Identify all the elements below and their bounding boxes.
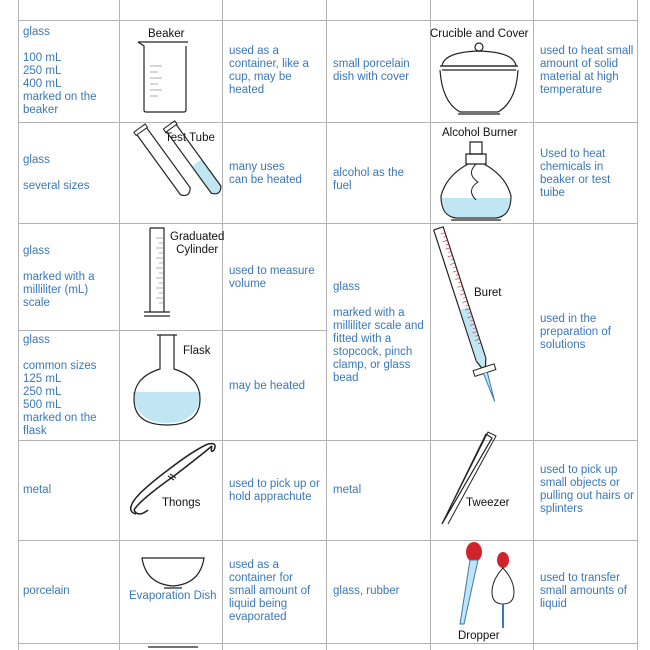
material-name: porcelain [23, 585, 70, 597]
equipment-label: Test Tube [165, 132, 215, 144]
material-cell [23, 154, 115, 193]
use-cell: may be heated [229, 380, 306, 392]
material-name: glass [23, 334, 50, 346]
grid-line [18, 440, 638, 441]
evaporation-dish-icon [140, 556, 206, 590]
partial-dish-icon [148, 645, 198, 650]
material-cell [23, 585, 115, 598]
material-cell [23, 334, 115, 438]
use-cell: many uses can be heated [229, 161, 302, 186]
grid-line [18, 643, 638, 644]
tweezer-icon [440, 430, 500, 526]
use2-cell: used in the preparation of solutions [540, 313, 611, 351]
material-detail: common sizes 125 mL 250 mL 500 mL marked on the flask [23, 360, 97, 437]
material-detail: marked with a milliliter scale and fitted with a stopcock, pinch clamp, or glass bead [333, 307, 424, 384]
use-cell: used as a container, like a cup, may be heated [229, 45, 309, 96]
grid-line [18, 0, 19, 650]
use2-cell: Used to heat chemicals in beaker or test tuibe [540, 148, 611, 199]
material2-cell: metal [333, 484, 362, 496]
graduated-cylinder-icon [140, 226, 176, 324]
material-cell [23, 245, 115, 310]
use-cell: used as a container for small amount of liquid being evaporated [229, 559, 311, 623]
use2-cell: used to pick up small objects or pulling out hairs or splinters [540, 464, 634, 515]
material-name: glass [333, 281, 360, 293]
grid-line [18, 223, 638, 224]
material-name: glass [23, 245, 50, 257]
equipment-label: Beaker [148, 28, 185, 40]
grid-line [533, 0, 534, 650]
buret-icon [430, 226, 510, 418]
material-detail: several sizes [23, 180, 90, 192]
grid-line [637, 0, 638, 650]
use-cell: used to pick up or hold apprachute [229, 478, 320, 503]
grid-line [119, 0, 120, 650]
dropper-icon [448, 540, 528, 632]
alcohol-burner-icon [436, 140, 516, 222]
material-name: glass [23, 26, 50, 38]
equipment-label: Flask [183, 345, 211, 357]
test-tube-icon [125, 124, 225, 224]
equipment-label: Crucible and Cover [430, 28, 529, 40]
material2-cell: alcohol as the fuel [333, 167, 404, 192]
equipment-label: Dropper [458, 630, 500, 642]
material-cell [23, 26, 115, 117]
equipment-label: Tweezer [466, 497, 510, 509]
beaker-icon [130, 40, 200, 115]
equipment-label: Buret [474, 287, 502, 299]
equipment-label: Graduated Cylinder [170, 231, 225, 256]
material-detail: marked with a milliliter (mL) scale [23, 271, 95, 309]
use-cell: used to measure volume [229, 265, 315, 290]
material2-cell: glass, rubber [333, 585, 400, 597]
material-name: glass [23, 154, 50, 166]
equipment-label: Thongs [162, 497, 201, 509]
material2-cell [333, 281, 425, 385]
use2-cell: used to heat small amount of solid material at high temperature [540, 45, 634, 96]
use2-cell: used to transfer small amounts of liquid [540, 572, 627, 610]
grid-line [222, 0, 223, 650]
grid-line [18, 20, 638, 21]
equipment-label: Alcohol Burner [442, 127, 518, 139]
material2-cell: small porcelain dish with cover [333, 58, 410, 83]
material-cell [23, 484, 115, 497]
flask-icon [132, 333, 202, 433]
grid-line [18, 122, 638, 123]
grid-line [18, 540, 638, 541]
grid-line [326, 0, 327, 650]
equipment-label: Evaporation Dish [129, 590, 217, 602]
material-name: metal [23, 484, 52, 496]
crucible-icon [432, 42, 524, 120]
material-detail: 100 mL 250 mL 400 mL marked on the beaker [23, 52, 97, 116]
grid-line [18, 330, 326, 331]
